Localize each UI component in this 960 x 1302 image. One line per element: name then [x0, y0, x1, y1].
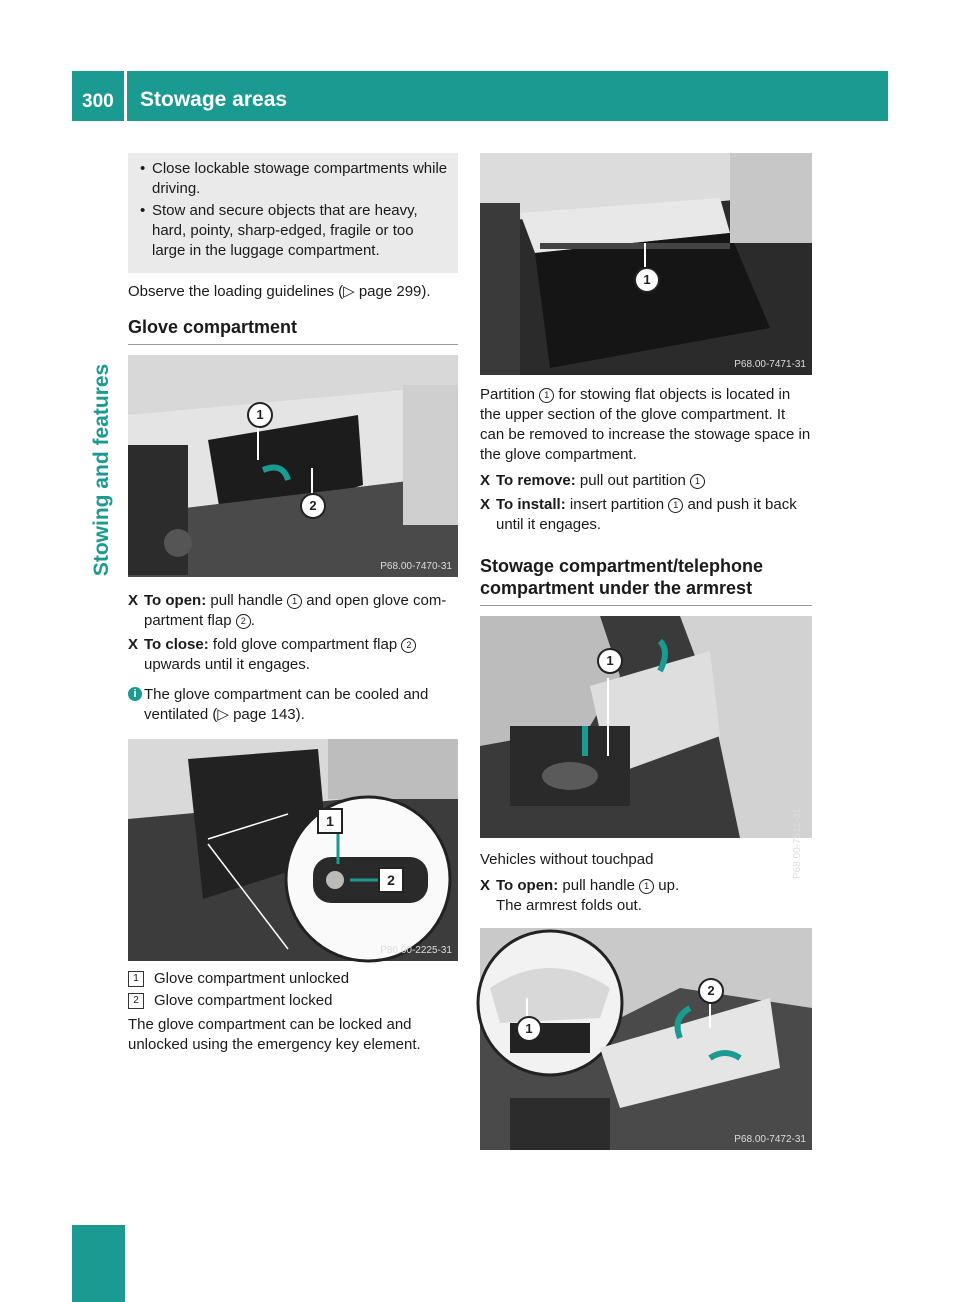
- step-to-open: X To open: pull handle 1 and open glove com-partment flap 2 .: [128, 592, 447, 629]
- callout-key-2: 2: [378, 867, 404, 893]
- step-arrow-icon: X: [480, 496, 491, 513]
- observe-text: Observe the loading guidelines (▷ page 299).: [128, 283, 431, 300]
- side-chapter-tab: [88, 330, 116, 610]
- step-to-close: X To close: fold glove compartment flap 2 upwards until it engages.: [128, 635, 458, 675]
- photo-partition: [480, 153, 812, 375]
- info-icon: i: [128, 687, 142, 701]
- header-divider: [124, 71, 127, 121]
- photo-armrest-no-touchpad: [480, 928, 812, 1150]
- step-to-open-armrest: X To open: pull handle 1 up. The armrest folds out.: [480, 876, 812, 916]
- warning-item: • Close lockable stowage compartments while driving.: [138, 159, 448, 199]
- callout-2: 2: [698, 978, 724, 1004]
- without-touchpad-label: Vehicles without touchpad: [480, 851, 654, 868]
- step-arrow-icon: X: [128, 636, 139, 653]
- photo-glove-lock: [128, 739, 458, 961]
- callout-2: 2: [300, 493, 326, 519]
- ref-circle: 1: [539, 388, 554, 403]
- step-to-remove: X To remove: pull out partition 1: [480, 471, 812, 491]
- photo-code: P68.00-7470-31: [380, 561, 452, 572]
- ref-circle: 1: [690, 474, 705, 489]
- right-column: [480, 153, 812, 1150]
- ref-circle: 2: [236, 614, 251, 629]
- ref-circle: 1: [639, 879, 654, 894]
- warning-item: • Stow and secure objects that are heavy, hard, pointy, sharp-edged, fragile or too large in the luggage compartment.: [138, 201, 448, 261]
- legend-key: 1: [128, 971, 144, 987]
- callout-1: 1: [247, 402, 273, 428]
- callout-1: 1: [597, 648, 623, 674]
- side-color-block: [72, 1225, 125, 1302]
- callout-1: 1: [634, 267, 660, 293]
- partition-text: Partition 1 for stowing flat objects is located in the upper section of the glove compartment. It can be removed to increase the stowage space in the glove compartment.: [480, 386, 811, 463]
- photo-code: P68.00-7471-31: [734, 359, 806, 370]
- page-number: 300: [82, 91, 114, 112]
- callout-key-1: 1: [317, 808, 343, 834]
- legend-row: 2 Glove compartment locked: [128, 991, 458, 1011]
- section-title-glove: Glove compartment: [128, 316, 458, 345]
- step-to-install: X To install: insert partition 1 and push it back until it engages.: [480, 496, 797, 533]
- legend: [128, 969, 458, 1011]
- photo-code: P68.00-7511-31: [792, 808, 803, 879]
- step-arrow-icon: X: [128, 592, 139, 609]
- ref-circle: 1: [287, 594, 302, 609]
- photo-code: P80.00-2225-31: [380, 945, 452, 956]
- section-title-armrest: Stowage compartment/telephone compartment under the armrest: [480, 555, 812, 606]
- legend-row: 1 Glove compartment unlocked: [128, 969, 458, 989]
- side-chapter-label: Stowing and features: [90, 363, 113, 577]
- step-arrow-icon: X: [480, 472, 491, 489]
- photo-code: P68.00-7472-31: [734, 1134, 806, 1145]
- legend-key: 2: [128, 993, 144, 1009]
- ref-circle: 2: [401, 638, 416, 653]
- info-note: i The glove compartment can be cooled and ventilated (▷ page 143).: [128, 685, 458, 725]
- page-title: Stowage areas: [140, 88, 288, 111]
- step-arrow-icon: X: [480, 877, 491, 894]
- callout-1: 1: [516, 1016, 542, 1042]
- lock-text: The glove compartment can be locked and unlocked using the emergency key element.: [128, 1016, 421, 1053]
- photo-glove-open: [128, 355, 458, 577]
- warning-box: [128, 153, 458, 273]
- left-column: [128, 153, 458, 1055]
- step-detail: The armrest folds out.: [496, 897, 642, 914]
- ref-circle: 1: [668, 498, 683, 513]
